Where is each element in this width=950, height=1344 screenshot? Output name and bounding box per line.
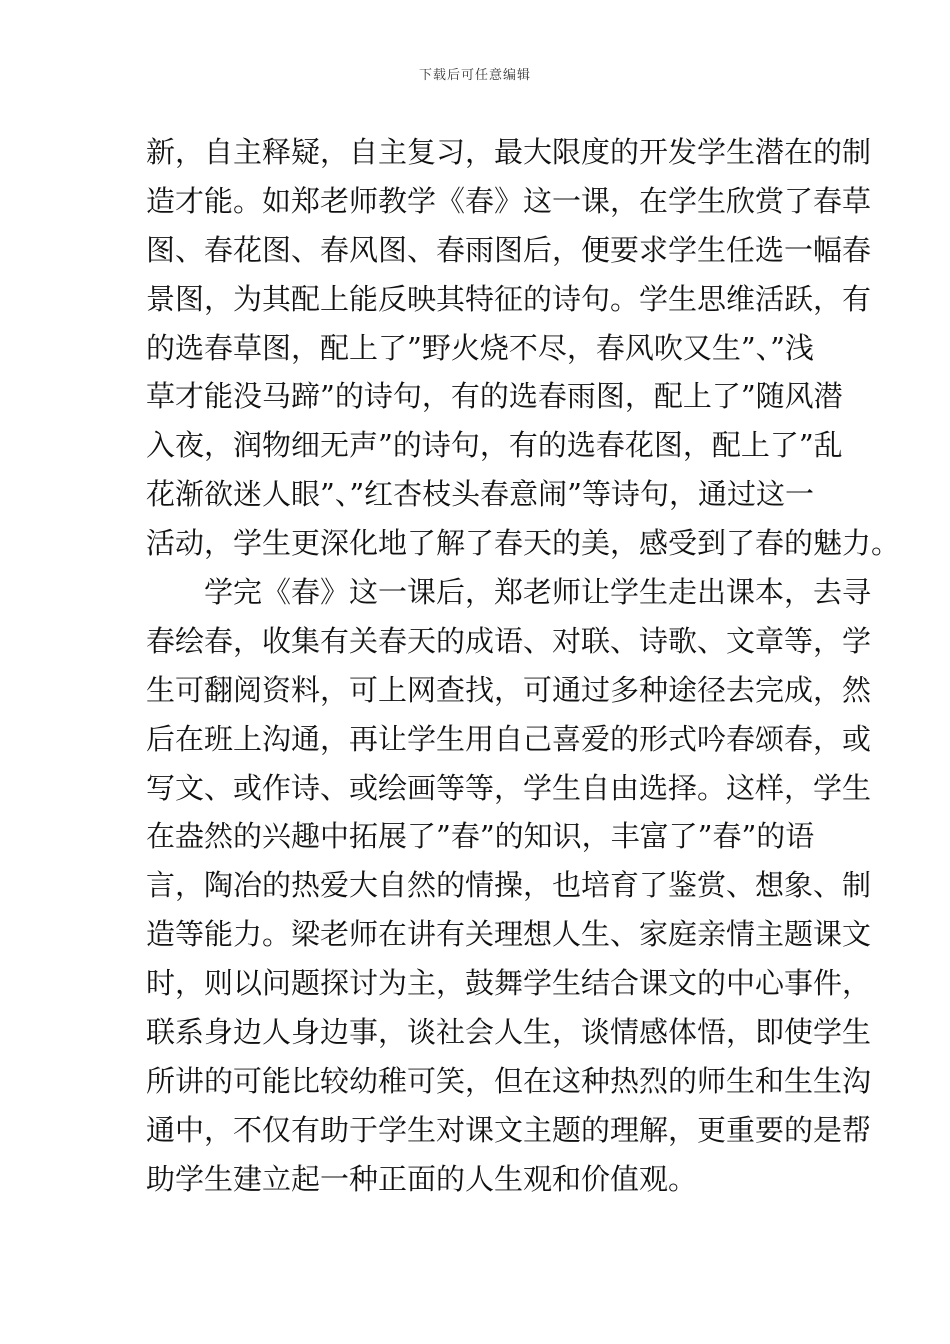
text-line: 言，陶冶的热爱大自然的情操，也培育了鉴赏、想象、制 (146, 868, 872, 903)
text-line: 花渐欲迷人眼”、”红杏枝头春意闹”等诗句，通过这一 (146, 477, 814, 512)
text-line: 时，则以问题探讨为主，鼓舞学生结合课文的中心事件， (146, 966, 872, 1001)
text-line: 景图，为其配上能反映其特征的诗句。学生思维活跃，有 (146, 281, 872, 316)
document-body (146, 128, 901, 1204)
text-line: 所讲的可能比较幼稚可笑，但在这种热烈的师生和生生沟 (146, 1063, 872, 1098)
text-line: 通中，不仅有助于学生对课文主题的理解，更重要的是帮 (146, 1112, 872, 1147)
text-line: 联系身边人身边事，谈社会人生，谈情感体悟，即使学生 (146, 1015, 872, 1050)
text-line: 新，自主释疑，自主复习，最大限度的开发学生潜在的制 (146, 135, 872, 169)
text-line: 造才能。如郑老师教学《春》这一课，在学生欣赏了春草 (146, 183, 872, 218)
page-header: 下载后可任意编辑 (418, 68, 531, 83)
text-line: 后在班上沟通，再让学生用自己喜爱的形式吟春颂春，或 (146, 721, 872, 756)
text-line: 在盎然的兴趣中拓展了”春”的知识，丰富了”春”的语 (146, 819, 815, 854)
text-line: 造等能力。梁老师在讲有关理想人生、家庭亲情主题课文 (146, 917, 872, 952)
text-line: 活动，学生更深化地了解了春天的美，感受到了春的魅力。 (146, 526, 901, 561)
text-line: 写文、或作诗、或绘画等等，学生自由选择。这样，学生 (146, 770, 872, 805)
text-line: 的选春草图，配上了”野火烧不尽，春风吹又生”、”浅 (146, 330, 814, 365)
paragraph-1 (146, 128, 901, 568)
text-line: 图、春花图、春风图、春雨图后，便要求学生任选一幅春 (146, 232, 872, 267)
text-line: 春绘春，收集有关春天的成语、对联、诗歌、文章等，学 (146, 623, 872, 658)
text-line: 入夜，润物细无声”的诗句，有的选春花图，配上了”乱 (146, 428, 843, 463)
text-line: 学完《春》这一课后，郑老师让学生走出课本，去寻 (204, 575, 872, 610)
text-line: 助学生建立起一种正面的人生观和价值观。 (146, 1161, 698, 1196)
paragraph-2 (146, 568, 872, 1204)
text-line: 草才能没马蹄”的诗句，有的选春雨图，配上了”随风潜 (146, 379, 843, 414)
text-line: 生可翻阅资料，可上网查找，可通过多种途径去完成，然 (146, 672, 872, 707)
